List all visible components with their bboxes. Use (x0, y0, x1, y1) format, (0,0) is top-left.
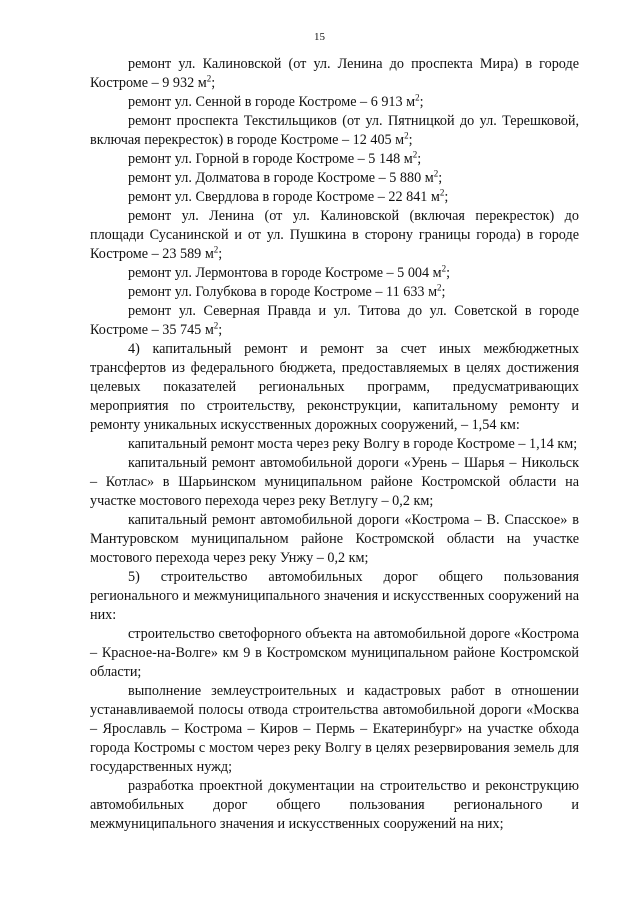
paragraph-traffic-light: строительство светофорного объекта на автомобильной дороге «Кострома – Красное-на-Волге» км 9 в Костромском муниципальном районе Костромской области; (90, 626, 579, 680)
paragraph-sennaya (90, 93, 579, 112)
document-body (90, 55, 579, 834)
paragraph-severnaya-pravda (90, 302, 579, 340)
paragraph-lenina (90, 207, 579, 264)
paragraph-lermontova (90, 264, 579, 283)
paragraph-tail: ; (211, 75, 216, 91)
superscript: 2 (213, 244, 219, 255)
paragraph-tail: ; (441, 284, 446, 300)
paragraph-item-5: 5) строительство автомобильных дорог общего пользования регионального и межмуниципального значения и искусственных сооружений на них: (90, 569, 579, 623)
paragraph-tekstilshchikov (90, 112, 579, 150)
paragraph-tail: ; (444, 189, 449, 205)
superscript: 2 (412, 149, 418, 160)
superscript: 2 (213, 320, 219, 331)
superscript: 2 (437, 282, 442, 293)
superscript: 2 (439, 187, 445, 198)
superscript: 2 (415, 92, 420, 103)
superscript: 2 (404, 130, 409, 141)
paragraph-tail: ; (438, 170, 443, 186)
paragraph-tail: ; (408, 132, 413, 148)
paragraph-text: ремонт ул. Ленина (от ул. Калиновской (включая перекресток) до площади Сусанинской и от ул. Пушкина в сторону границы города) в городе Костроме – 23 589 м (90, 208, 579, 262)
paragraph-text: ремонт проспекта Текстильщиков (от ул. Пятницкой до ул. Терешковой, включая перекресток) в городе Костроме – 12 405 м (90, 113, 579, 148)
paragraph-text: ремонт ул. Голубкова в городе Костроме – 11 633 м (128, 284, 438, 300)
paragraph-kalinovskaya (90, 55, 579, 93)
paragraph-tail: ; (446, 265, 451, 281)
paragraph-unzha-bridge: капитальный ремонт автомобильной дороги «Кострома – В. Спасское» в Мантуровском муниципальном районе Костромской области на участке мостового перехода через реку Унжу – 0,2 км; (90, 512, 579, 566)
paragraph-gornaya (90, 150, 579, 169)
paragraph-text: ремонт ул. Горной в городе Костроме – 5 148 м (128, 151, 413, 167)
paragraph-golubkova (90, 283, 579, 302)
page-number: 15 (314, 31, 325, 43)
paragraph-text: ремонт ул. Калиновской (от ул. Ленина до проспекта Мира) в городе Костроме – 9 932 м (90, 56, 579, 91)
superscript: 2 (441, 263, 447, 274)
paragraph-design-docs: разработка проектной документации на строительство и реконструкцию автомобильных дорог общего пользования регионального и межмуниципального значения и искусственных сооружений на них; (90, 778, 579, 832)
paragraph-dolmatova (90, 169, 579, 188)
paragraph-tail: ; (419, 94, 424, 110)
paragraph-tail: ; (218, 246, 223, 262)
paragraph-text: ремонт ул. Долматова в городе Костроме – 5 880 м (128, 170, 434, 186)
superscript: 2 (206, 73, 212, 84)
paragraph-text: ремонт ул. Лермонтова в городе Костроме – 5 004 м (128, 265, 442, 281)
paragraph-text: ремонт ул. Сенной в городе Костроме – 6 913 м (128, 94, 416, 110)
paragraph-tail: ; (218, 322, 223, 338)
paragraph-vetluga-bridge: капитальный ремонт автомобильной дороги «Урень – Шарья – Никольск – Котлас» в Шарьинском муниципальном районе Костромской области на участке мостового перехода через реку Ветлугу – 0,2 км; (90, 455, 579, 509)
paragraph-text: ремонт ул. Северная Правда и ул. Титова до ул. Советской в городе Костроме – 35 745 м (90, 303, 579, 338)
paragraph-text: ремонт ул. Свердлова в городе Костроме – 22 841 м (128, 189, 440, 205)
paragraph-item-4: 4) капитальный ремонт и ремонт за счет иных межбюджетных трансфертов из федерального бюджета, предоставляемых в целях достижения целевых показателей региональных программ, предусматривающих мероприятия по строительству, реконструкции, капитальному ремонту и ремонту уникальных искусственных дорожных сооружений, – 1,54 км: (90, 341, 579, 433)
paragraph-land-survey: выполнение землеустроительных и кадастровых работ в отношении устанавливаемой полосы отвода строительства автомобильной дороги «Москва – Ярославль – Кострома – Киров – Пермь – Екатеринбург» на участке обхода города Костромы с мостом через реку Волгу в целях резервирования земель для государственных нужд; (90, 683, 579, 775)
paragraph-volga-bridge: капитальный ремонт моста через реку Волгу в городе Костроме – 1,14 км; (128, 436, 578, 452)
superscript: 2 (433, 168, 439, 179)
paragraph-sverdlova (90, 188, 579, 207)
paragraph-tail: ; (417, 151, 422, 167)
